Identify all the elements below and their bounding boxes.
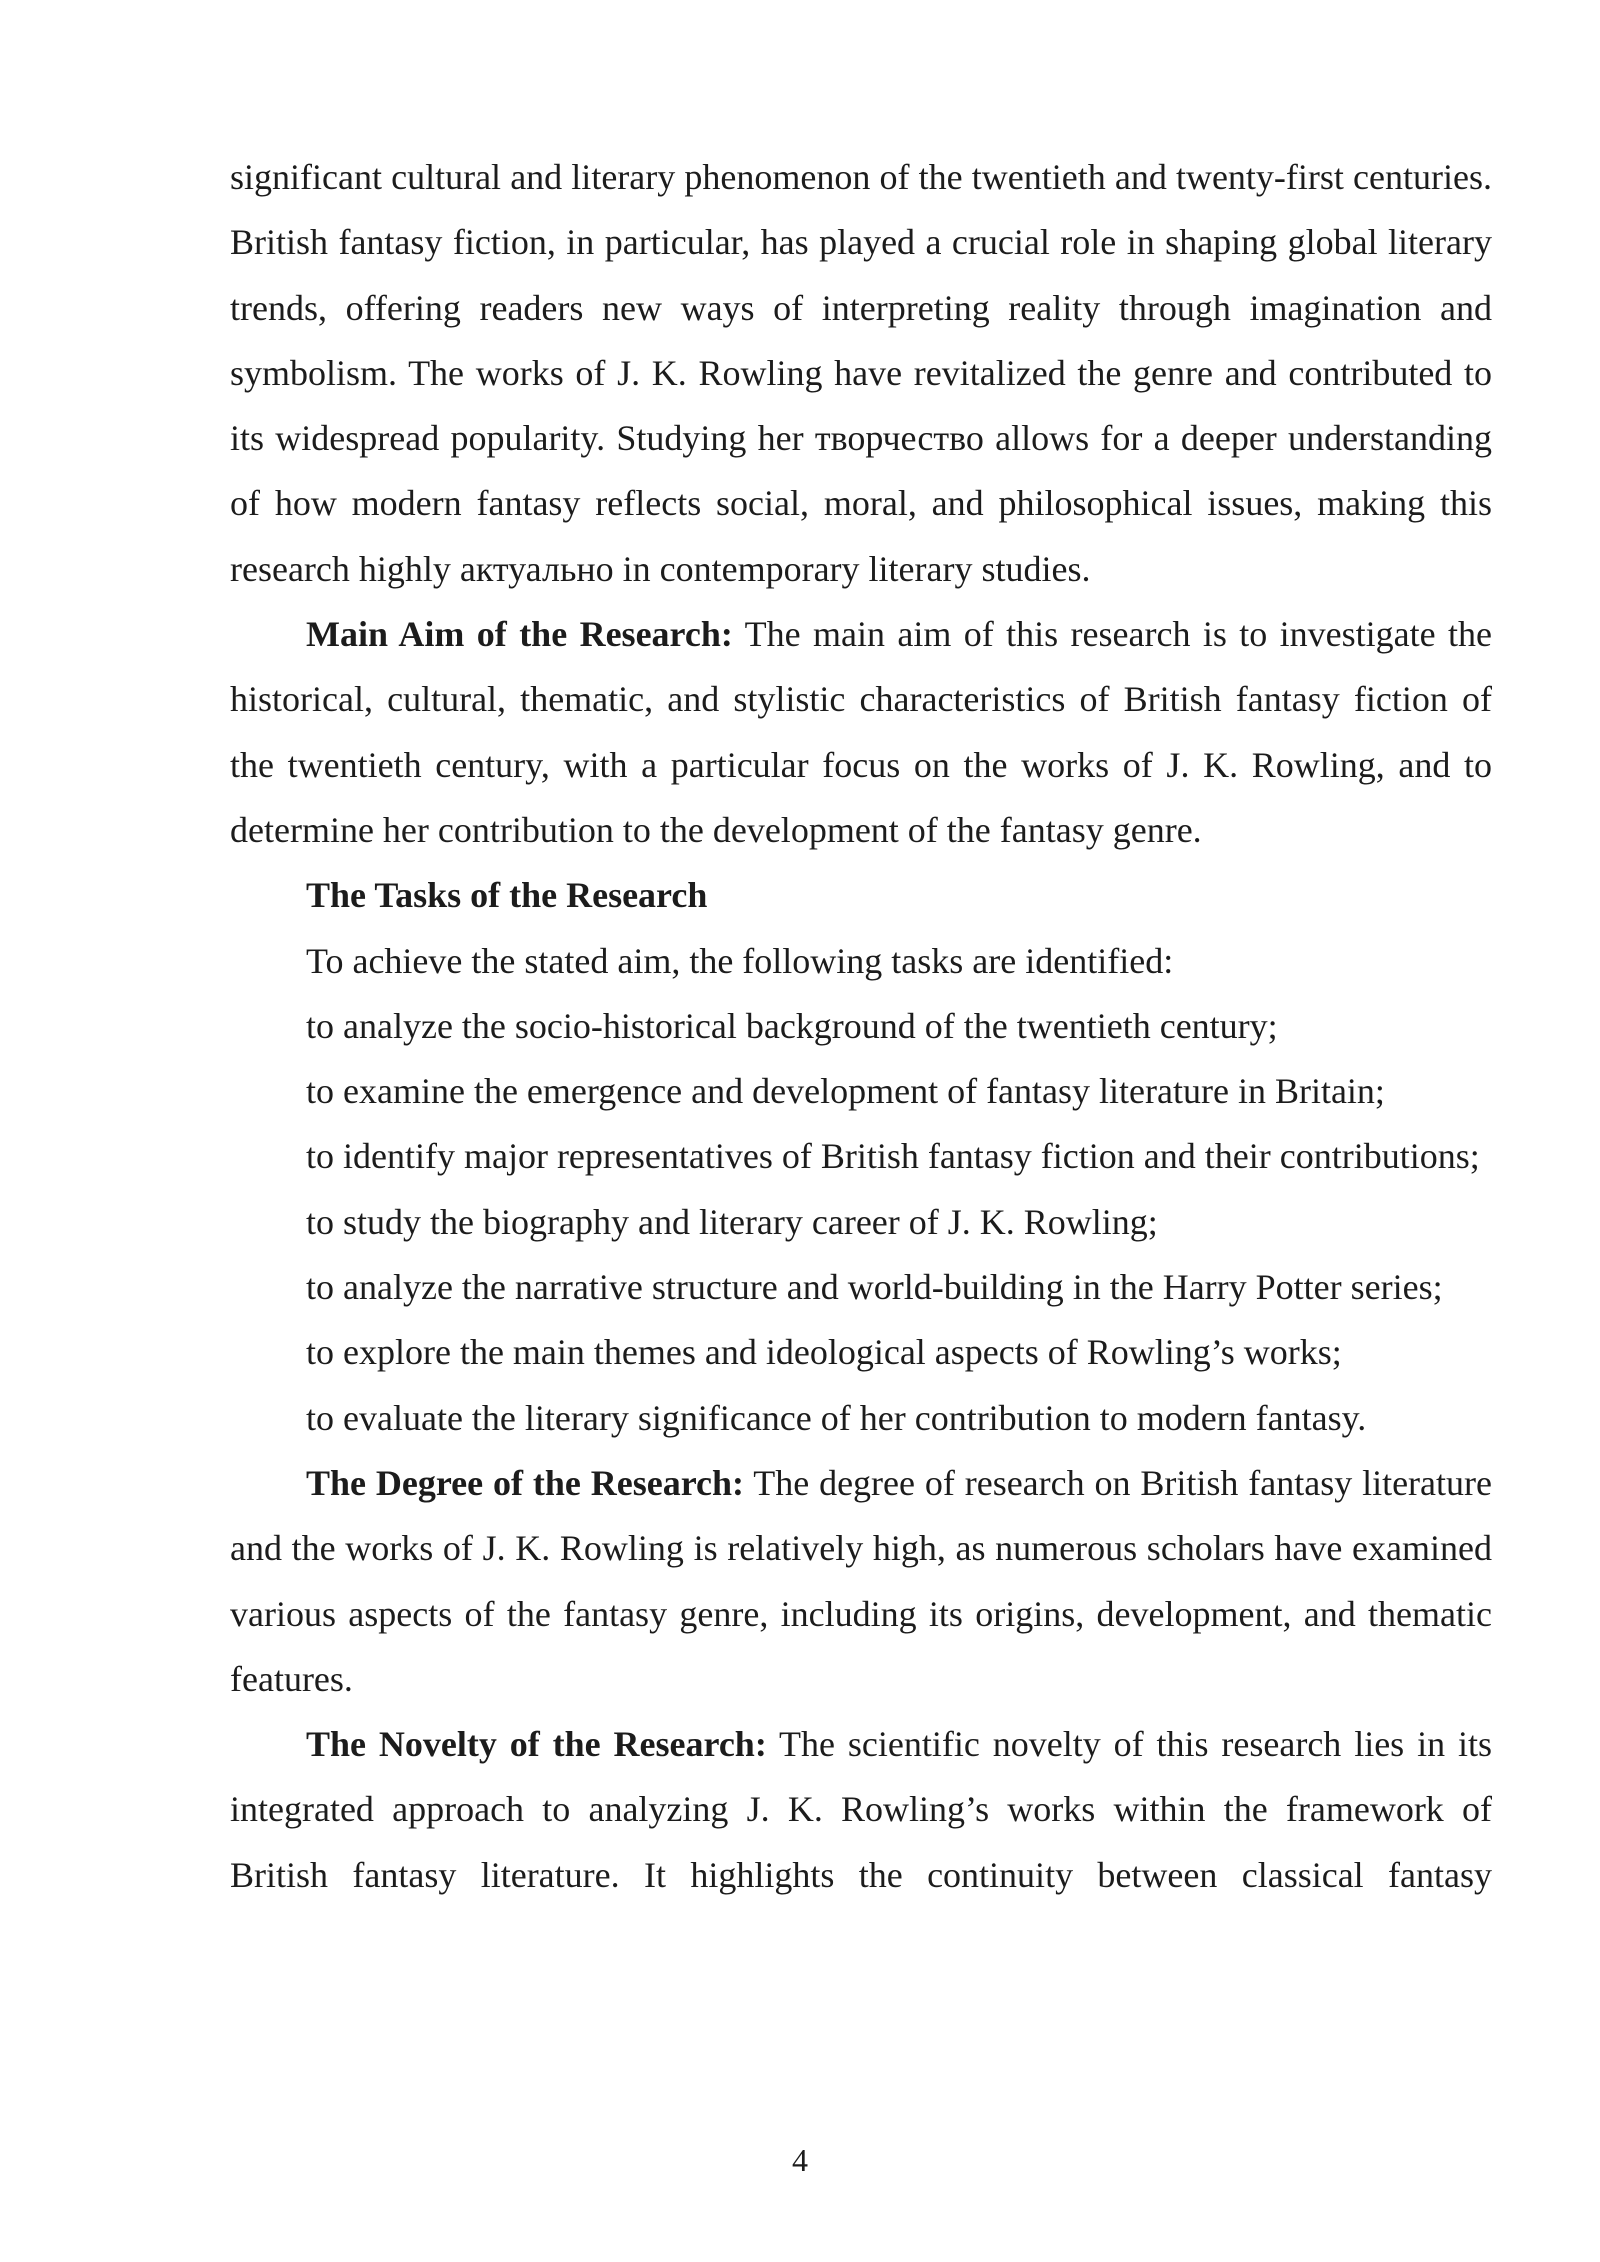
main-aim-paragraph xyxy=(230,602,1492,863)
novelty-heading: The Novelty of the Research: xyxy=(306,1724,767,1765)
intro-paragraph: significant cultural and literary phenomenon of the twentieth and twenty-first centuries. British fantasy fiction, in particular, has played a crucial role in shaping global literary trends, offering readers new ways of interpreting reality through imagination and symbolism. The works of J. K. Rowling have revitalized the genre and contributed to its widespread popularity. Studying her творчество allows for a deeper understanding of how modern fantasy reflects social, moral, and philosophical issues, making this research highly актуально in contemporary literary studies. xyxy=(230,157,1492,589)
task-item: to analyze the socio-historical background of the twentieth century; xyxy=(306,1005,1278,1046)
main-aim-heading: Main Aim of the Research: xyxy=(306,614,733,655)
task-item: to study the biography and literary career of J. K. Rowling; xyxy=(306,1201,1158,1242)
tasks-intro: To achieve the stated aim, the following tasks are identified: xyxy=(306,940,1174,981)
degree-paragraph xyxy=(230,1451,1492,1712)
task-item: to evaluate the literary significance of her contribution to modern fantasy. xyxy=(306,1397,1367,1438)
page-number: 4 xyxy=(792,2142,808,2178)
task-item: to analyze the narrative structure and world-building in the Harry Potter series; xyxy=(306,1267,1443,1308)
tasks-heading: The Tasks of the Research xyxy=(306,875,708,916)
degree-text: The degree of research on British fantasy literature and the works of J. K. Rowling is relatively high, as numerous scholars have examined various aspects of the fantasy genre, including its origins, development, and thematic features. xyxy=(230,1462,1492,1699)
body-text xyxy=(230,145,1492,1908)
task-item: to explore the main themes and ideological aspects of Rowling’s works; xyxy=(306,1332,1342,1373)
novelty-text: The scientific novelty of this research lies in its integrated approach to analyzing J. K. Rowling’s works within the framework of British fantasy literature. It highlights the continuity between classical fantasy xyxy=(230,1724,1492,1895)
task-item: to examine the emergence and development of fantasy literature in Britain; xyxy=(306,1071,1385,1112)
degree-heading: The Degree of the Research: xyxy=(306,1462,745,1503)
main-aim-text: The main aim of this research is to investigate the historical, cultural, thematic, and stylistic characteristics of British fantasy fiction of the twentieth century, with a particular focus on the works of J. K. Rowling, and to determine her contribution to the development of the fantasy genre. xyxy=(230,614,1493,850)
novelty-paragraph xyxy=(230,1712,1492,1908)
task-item: to identify major representatives of British fantasy fiction and their contributions; xyxy=(306,1136,1480,1177)
